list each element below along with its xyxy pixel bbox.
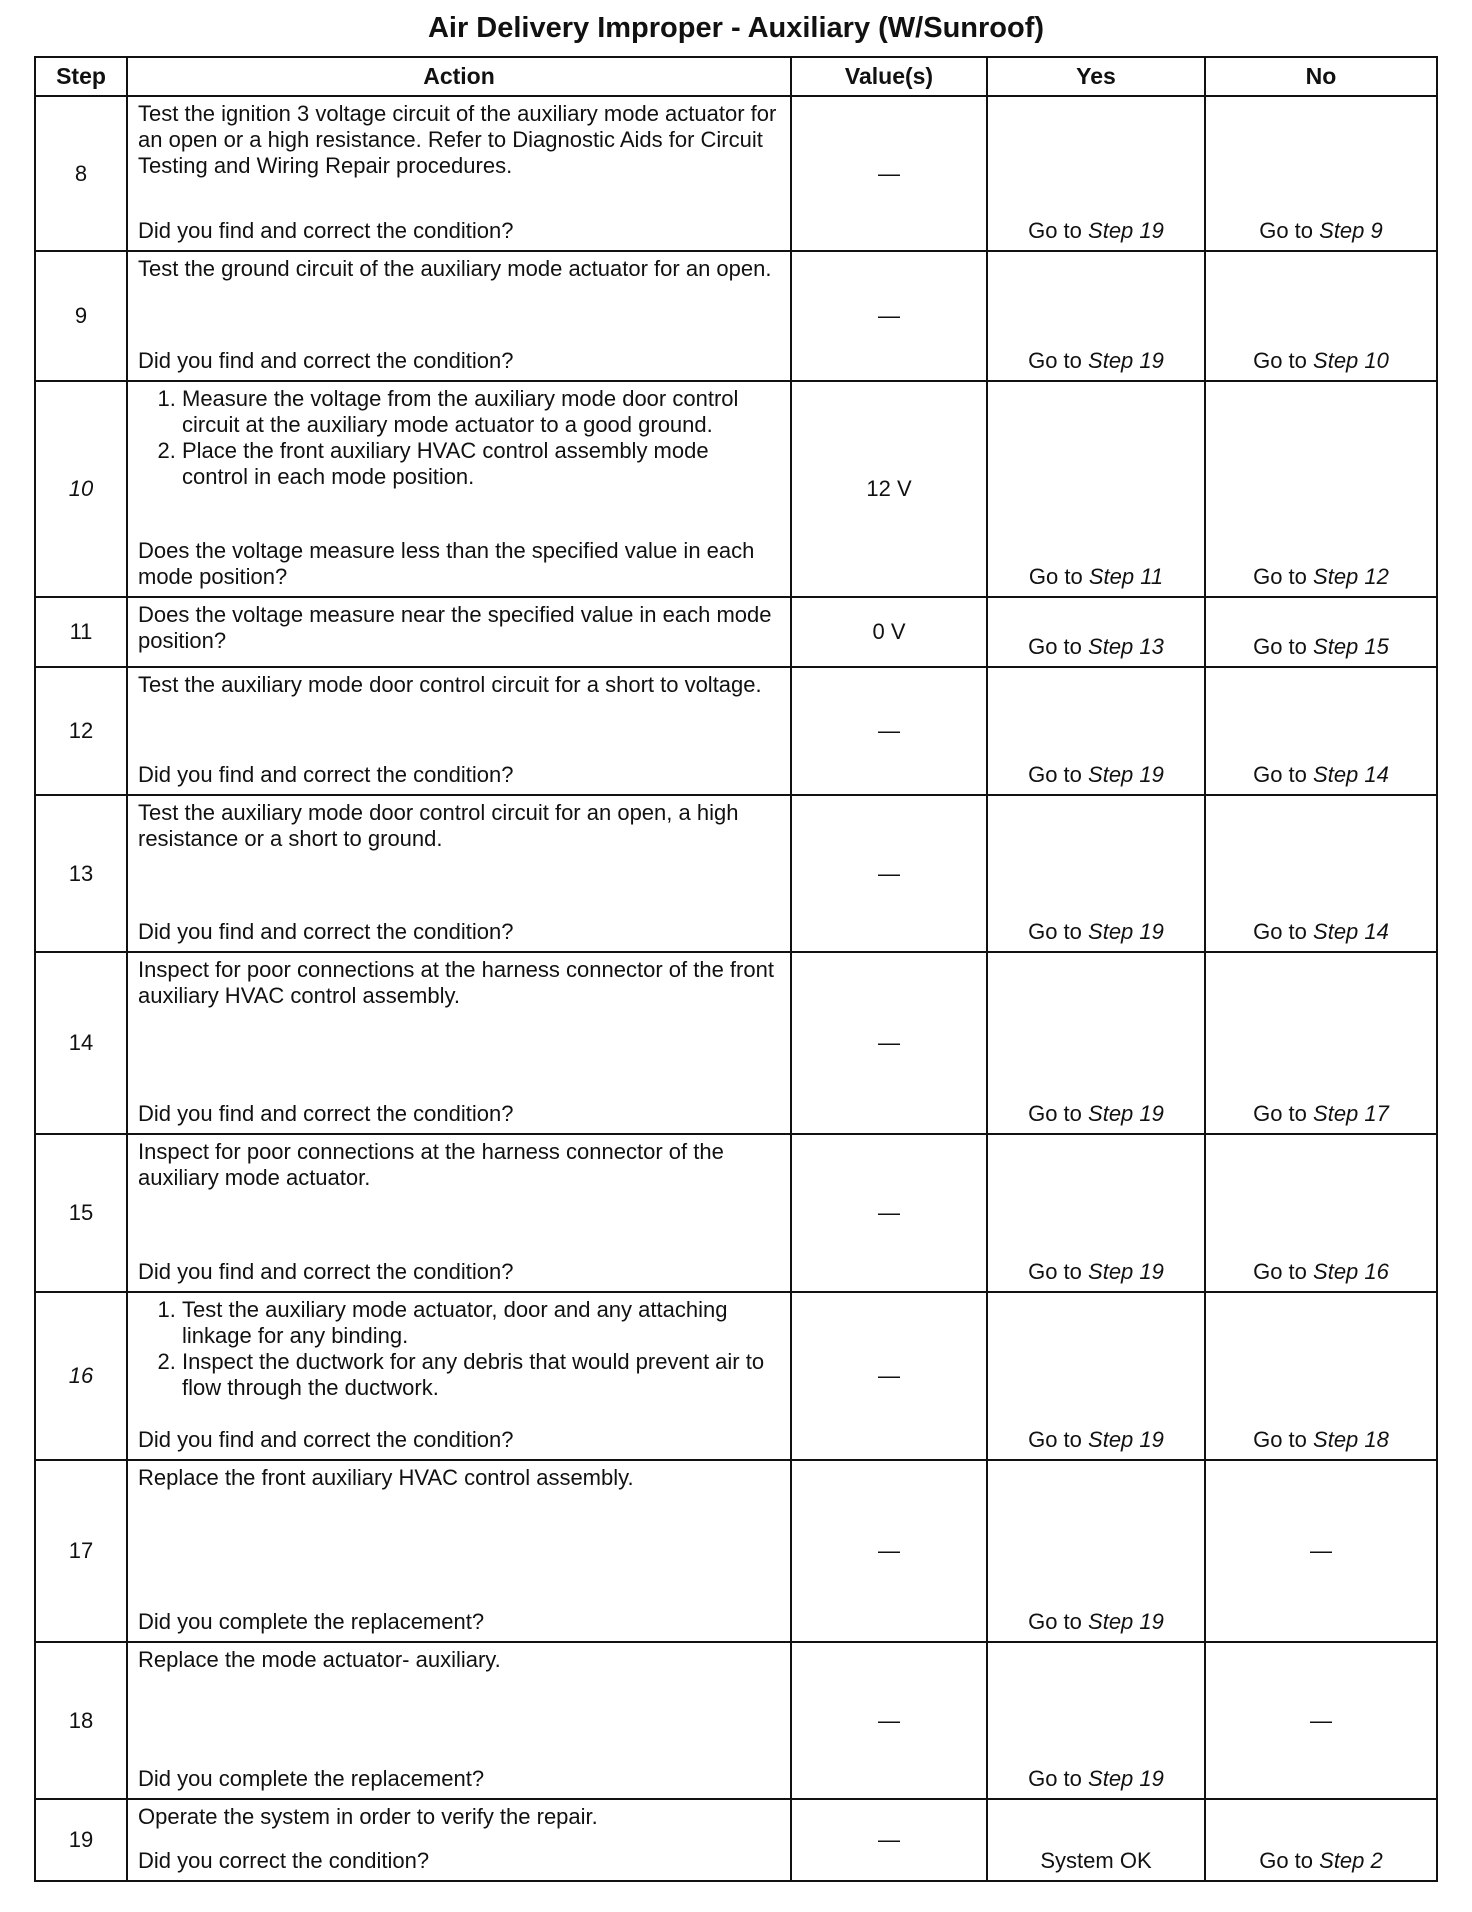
step-number: 19 <box>35 1799 127 1881</box>
value-cell: — <box>791 251 987 381</box>
action-cell <box>127 1292 791 1460</box>
action-cell <box>127 251 791 381</box>
action-cell <box>127 96 791 251</box>
yes-cell: Go to Step 19 <box>987 1460 1205 1642</box>
action-text: Test the ground circuit of the auxiliary mode actuator for an open. <box>138 256 772 281</box>
action-question: Did you find and correct the condition? <box>138 1259 514 1284</box>
action-question: Does the voltage measure less than the specified value in each mode position? <box>138 538 755 589</box>
action-text: Test the ignition 3 voltage circuit of the auxiliary mode actuator for an open or a high resistance. Refer to Diagnostic Aids for Circuit Testing and Wiring Repair procedures. <box>138 101 777 178</box>
action-question: Did you complete the replacement? <box>138 1609 485 1634</box>
value-cell: — <box>791 1642 987 1799</box>
no-cell: — <box>1205 1642 1437 1799</box>
table-row <box>35 1292 1437 1460</box>
value-cell: — <box>791 1292 987 1460</box>
header-values: Value(s) <box>791 57 987 96</box>
step-number: 17 <box>35 1460 127 1642</box>
value-cell: — <box>791 1460 987 1642</box>
action-cell <box>127 1134 791 1292</box>
no-cell: Go to Step 16 <box>1205 1134 1437 1292</box>
value-cell: — <box>791 1134 987 1292</box>
yes-cell: Go to Step 19 <box>987 251 1205 381</box>
action-cell <box>127 1799 791 1881</box>
action-question: Did you complete the replacement? <box>138 1766 485 1791</box>
action-text: Inspect for poor connections at the harness connector of the front auxiliary HVAC control assembly. <box>138 957 774 1008</box>
yes-cell: Go to Step 19 <box>987 667 1205 795</box>
step-number: 14 <box>35 952 127 1134</box>
yes-cell: Go to Step 19 <box>987 1134 1205 1292</box>
value-cell: — <box>791 667 987 795</box>
header-yes: Yes <box>987 57 1205 96</box>
step-number: 9 <box>35 251 127 381</box>
no-cell: Go to Step 14 <box>1205 667 1437 795</box>
action-question: Did you find and correct the condition? <box>138 218 514 243</box>
diagnostic-table <box>34 56 1438 1882</box>
action-question: Did you find and correct the condition? <box>138 1101 514 1126</box>
table-row <box>35 597 1437 667</box>
yes-cell: Go to Step 11 <box>987 381 1205 597</box>
value-cell: — <box>791 952 987 1134</box>
value-cell: 0 V <box>791 597 987 667</box>
action-question: Did you find and correct the condition? <box>138 919 514 944</box>
step-number: 8 <box>35 96 127 251</box>
action-cell <box>127 795 791 952</box>
header-action: Action <box>127 57 791 96</box>
action-text: Inspect for poor connections at the harness connector of the auxiliary mode actuator. <box>138 1139 724 1190</box>
yes-cell: Go to Step 13 <box>987 597 1205 667</box>
action-cell <box>127 381 791 597</box>
action-step-item: 1. Measure the voltage from the auxiliary mode door control circuit at the auxiliary mode actuator to a good ground. <box>182 386 780 438</box>
header-no: No <box>1205 57 1437 96</box>
action-step-item: 2. Place the front auxiliary HVAC control assembly mode control in each mode position. <box>182 438 780 490</box>
action-step-item: 2. Inspect the ductwork for any debris that would prevent air to flow through the ductwork. <box>182 1349 780 1401</box>
value-cell: — <box>791 795 987 952</box>
no-cell: — <box>1205 1460 1437 1642</box>
action-steps <box>138 386 780 490</box>
yes-cell: Go to Step 19 <box>987 952 1205 1134</box>
no-cell: Go to Step 12 <box>1205 381 1437 597</box>
table-row <box>35 1134 1437 1292</box>
header-step: Step <box>35 57 127 96</box>
no-cell: Go to Step 2 <box>1205 1799 1437 1881</box>
table-row <box>35 1799 1437 1881</box>
no-cell: Go to Step 18 <box>1205 1292 1437 1460</box>
yes-cell: Go to Step 19 <box>987 96 1205 251</box>
action-cell <box>127 952 791 1134</box>
no-cell: Go to Step 9 <box>1205 96 1437 251</box>
step-number: 13 <box>35 795 127 952</box>
table-row <box>35 381 1437 597</box>
table-row <box>35 96 1437 251</box>
step-number: 15 <box>35 1134 127 1292</box>
no-cell: Go to Step 14 <box>1205 795 1437 952</box>
action-step-item: 1. Test the auxiliary mode actuator, door and any attaching linkage for any binding. <box>182 1297 780 1349</box>
value-cell: — <box>791 96 987 251</box>
value-cell: — <box>791 1799 987 1881</box>
step-number: 18 <box>35 1642 127 1799</box>
table-header-row <box>35 57 1437 96</box>
value-cell: 12 V <box>791 381 987 597</box>
action-cell <box>127 1642 791 1799</box>
action-question: Did you correct the condition? <box>138 1848 430 1873</box>
action-text: Test the auxiliary mode door control circuit for an open, a high resistance or a short to ground. <box>138 800 739 851</box>
action-cell <box>127 597 791 667</box>
no-cell: Go to Step 10 <box>1205 251 1437 381</box>
table-row <box>35 952 1437 1134</box>
action-text: Test the auxiliary mode door control circuit for a short to voltage. <box>138 672 762 697</box>
step-number: 10 <box>35 381 127 597</box>
table-row <box>35 667 1437 795</box>
table-row <box>35 1460 1437 1642</box>
table-row <box>35 251 1437 381</box>
yes-cell: System OK <box>987 1799 1205 1881</box>
action-cell <box>127 1460 791 1642</box>
step-number: 16 <box>35 1292 127 1460</box>
step-number: 11 <box>35 597 127 667</box>
action-steps <box>138 1297 780 1401</box>
table-row <box>35 1642 1437 1799</box>
action-text: Operate the system in order to verify the repair. <box>138 1804 598 1829</box>
no-cell: Go to Step 17 <box>1205 952 1437 1134</box>
step-number: 12 <box>35 667 127 795</box>
action-question: Did you find and correct the condition? <box>138 1427 514 1452</box>
yes-cell: Go to Step 19 <box>987 1292 1205 1460</box>
no-cell: Go to Step 15 <box>1205 597 1437 667</box>
action-question: Did you find and correct the condition? <box>138 348 514 373</box>
action-cell <box>127 667 791 795</box>
yes-cell: Go to Step 19 <box>987 1642 1205 1799</box>
action-text: Replace the mode actuator- auxiliary. <box>138 1647 501 1672</box>
action-question: Does the voltage measure near the specified value in each mode position? <box>138 602 772 653</box>
action-question: Did you find and correct the condition? <box>138 762 514 787</box>
page-title: Air Delivery Improper - Auxiliary (W/Sunroof) <box>427 12 1045 44</box>
action-text: Replace the front auxiliary HVAC control assembly. <box>138 1465 634 1490</box>
table-row <box>35 795 1437 952</box>
yes-cell: Go to Step 19 <box>987 795 1205 952</box>
